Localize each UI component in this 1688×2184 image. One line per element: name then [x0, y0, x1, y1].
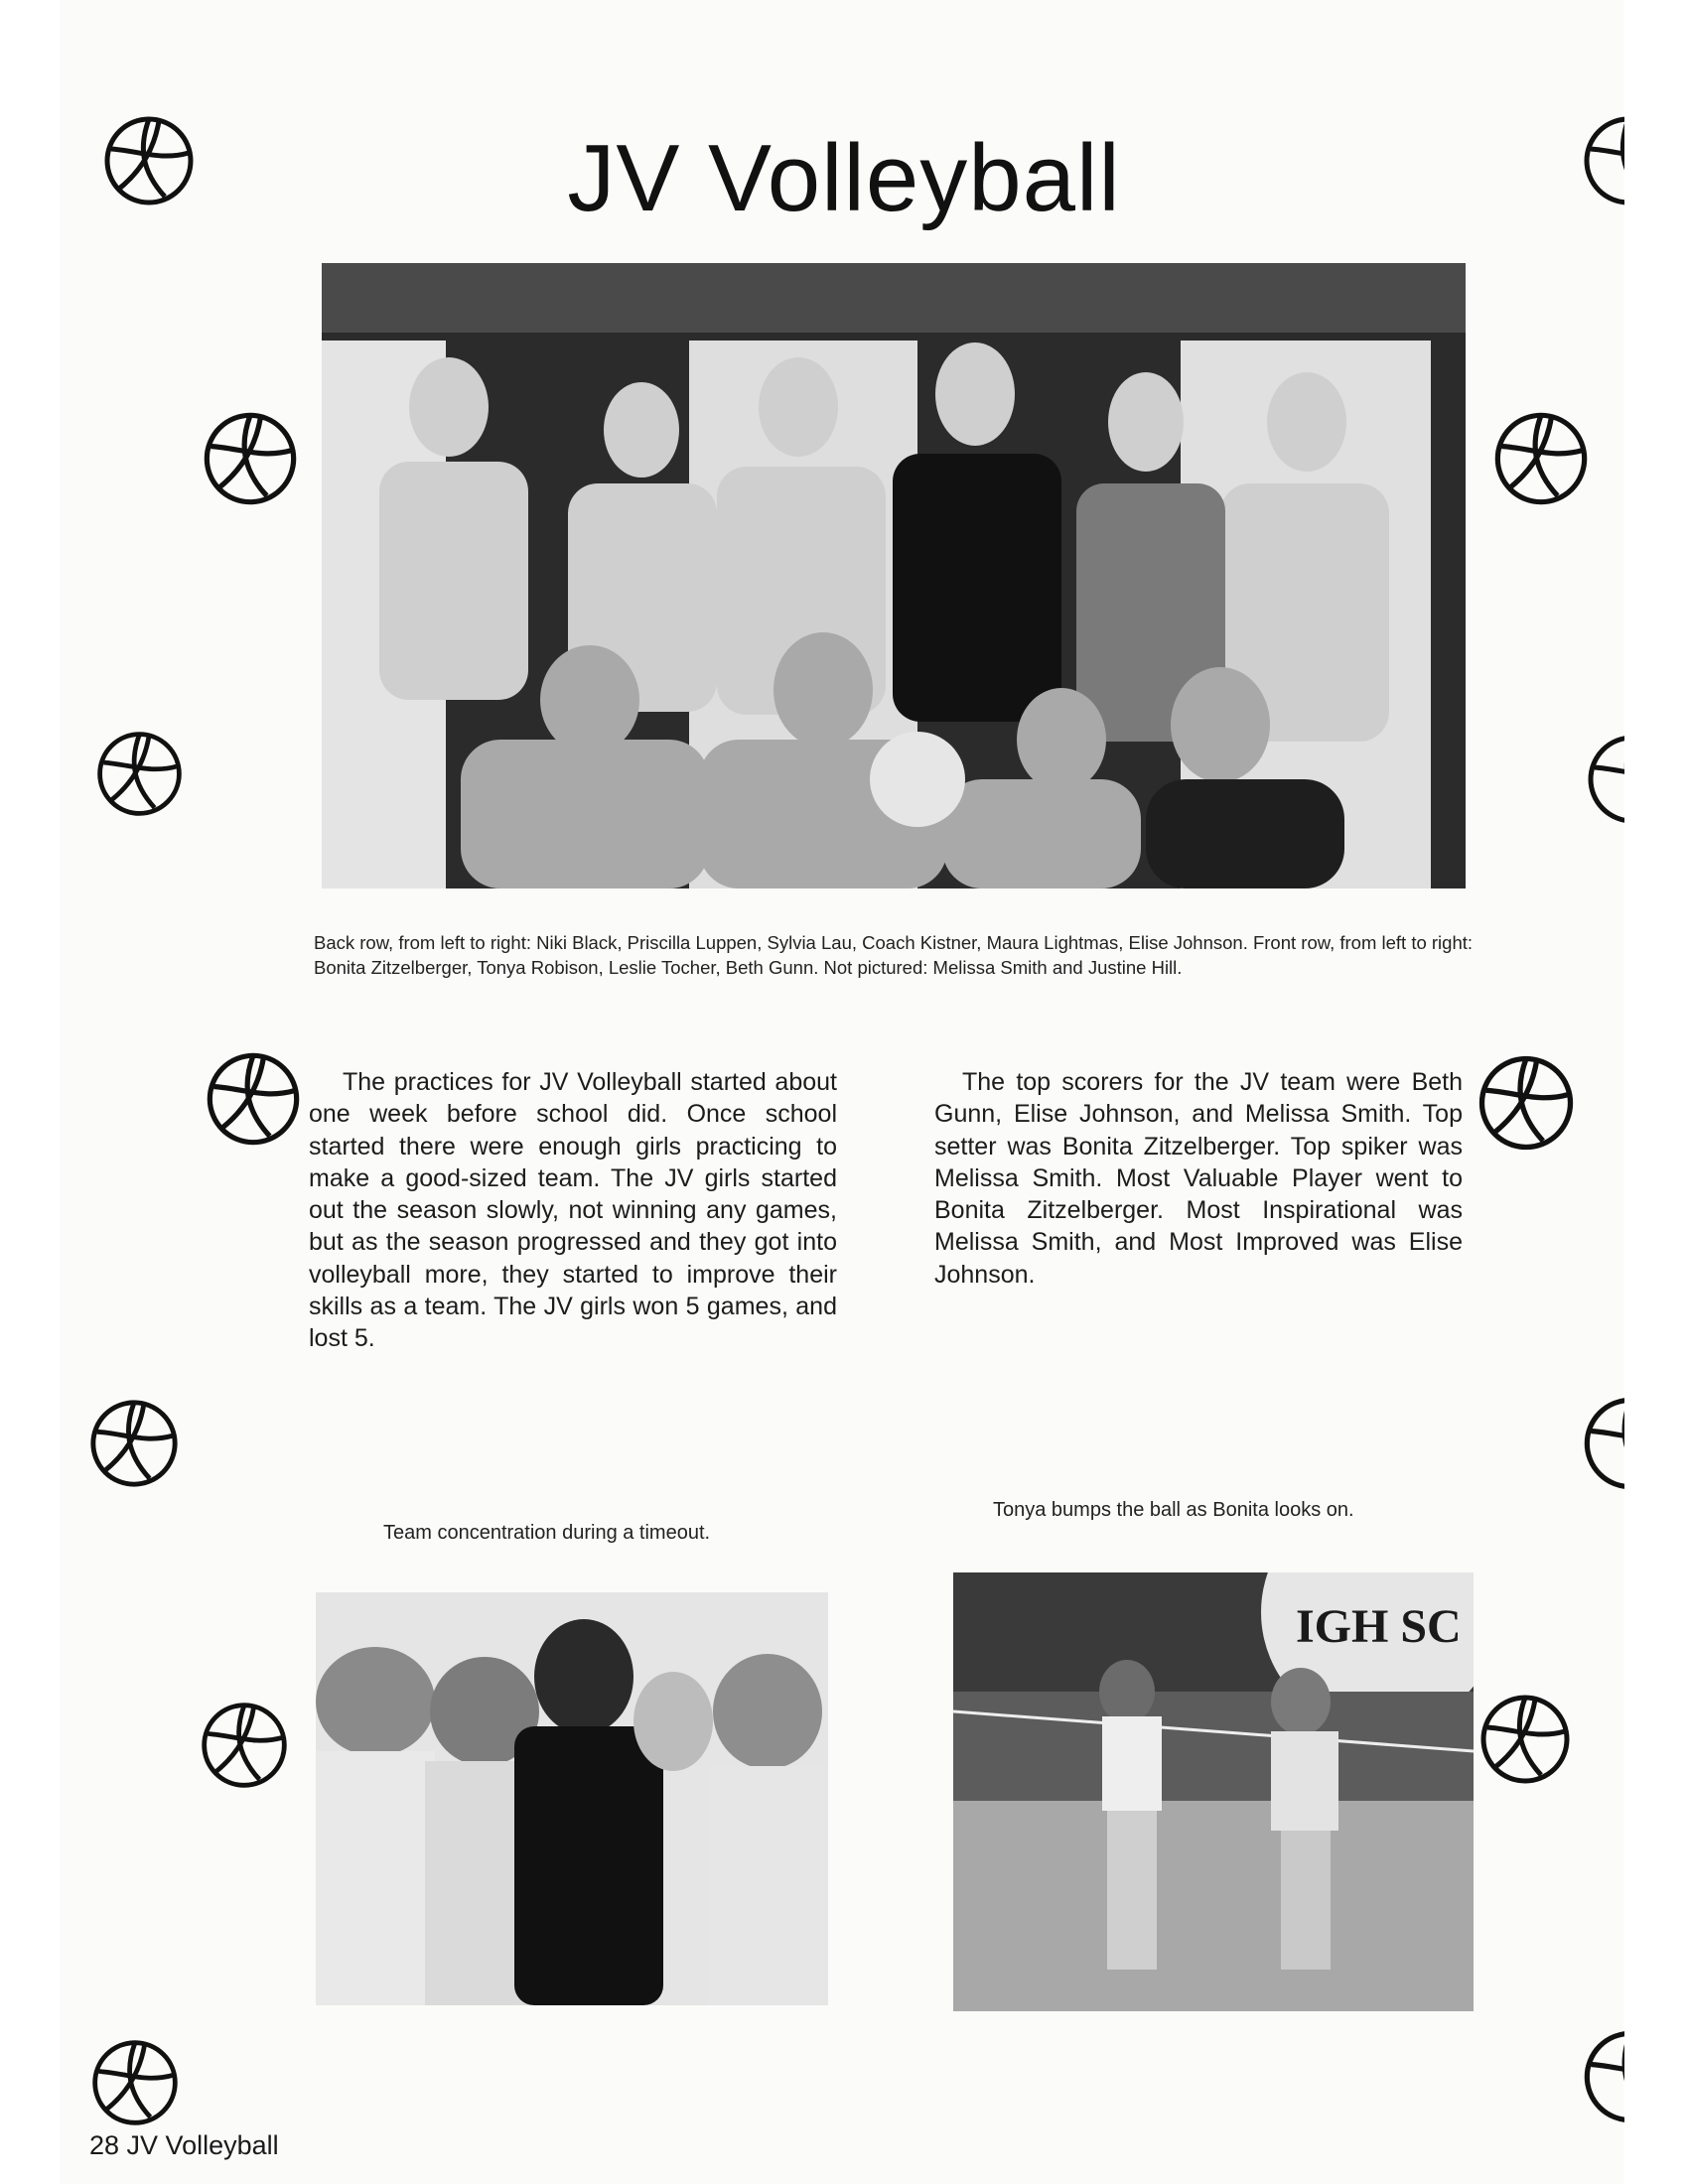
timeout-photo-caption: Team concentration during a timeout. — [383, 1522, 711, 1544]
article-right-column: The top scorers for the JV team were Beth Gunn, Elise Johnson, and Melissa Smith. Top setter was Bonita Zitzelberger. Top spiker was Melissa Smith. Most Valuable Player went to Bonita Zitzelberger. Most Inspirational was Melissa Smith, and Most Improved was Elise Johnson. — [934, 1068, 1463, 1289]
timeout-photo — [316, 1592, 828, 2005]
volleyball-icon — [1476, 1690, 1575, 1789]
volleyball-icon — [87, 2035, 183, 2130]
volleyball-icon — [202, 1047, 305, 1151]
article-left-column: The practices for JV Volleyball started about one week before school did. Once school started there were enough girls practicing to make a good-sized team. The JV girls started out the season slowly, not winning any games, but as the season progressed and they got into volleyball more, they started to improve their skills as a team. The JV girls won 5 games, and lost 5. — [309, 1068, 837, 1353]
volleyball-icon — [197, 1698, 292, 1793]
page-footer: 28 JV Volleyball — [89, 2130, 279, 2160]
gym-banner-text: IGH SC — [1296, 1600, 1462, 1653]
bump-photo-caption: Tonya bumps the ball as Bonita looks on. — [993, 1499, 1354, 1521]
team-photo — [322, 263, 1466, 888]
volleyball-icon — [1583, 730, 1624, 829]
volleyball-icon — [1579, 2025, 1624, 2128]
page-title: JV Volleyball — [567, 125, 1121, 231]
volleyball-icon — [1579, 1392, 1624, 1495]
volleyball-icon — [85, 1395, 183, 1492]
volleyball-icon — [92, 727, 187, 821]
page-margin — [1624, 0, 1688, 2184]
team-photo-caption: Back row, from left to right: Niki Black, Priscilla Luppen, Sylvia Lau, Coach Kistner, Maura Lightmas, Elise Johnson. Front row, from left to right: Bonita Zitzelberger, Tonya Robison, Leslie Tocher, Beth Gunn. Not pictured: Melissa Smith and Justine Hill. — [314, 932, 1474, 978]
bump-photo — [953, 1572, 1474, 2011]
volleyball-icon — [199, 407, 302, 510]
volleyball-icon — [1474, 1050, 1579, 1156]
volleyball-icon — [1489, 407, 1593, 510]
